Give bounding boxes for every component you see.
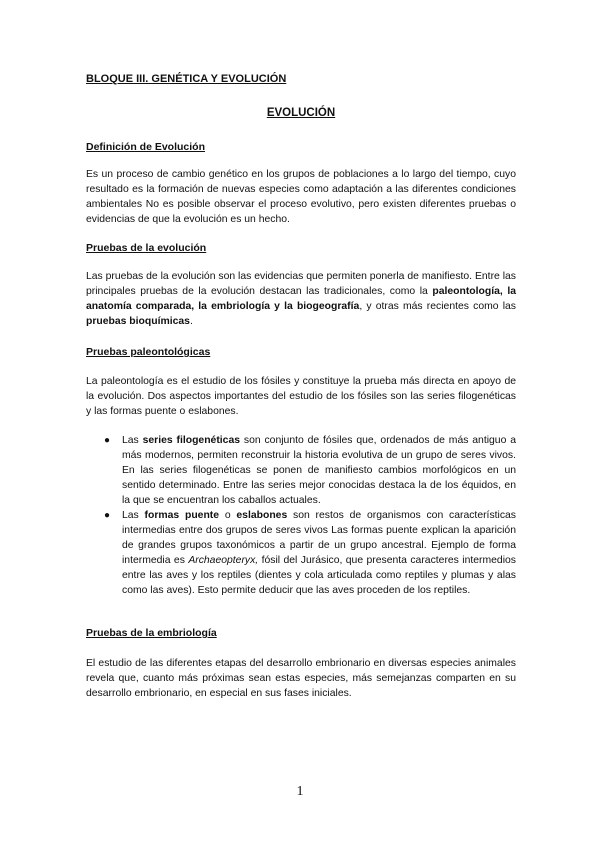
bold-segment: series filogenéticas <box>142 435 241 446</box>
bold-segment: paleontología, la anatomía comparada, la embriología y la biogeografía <box>86 286 516 312</box>
text-segment: son restos de organismos con características intermedias entre dos grupos de seres vivos Las formas puente explican la aparición de grandes grupos taxonómicos a partir de un grupo ancestral. Ejemplo de forma intermedia es <box>122 510 517 566</box>
page-number: 1 <box>296 784 304 799</box>
block-title: BLOQUE III. GENÉTICA Y EVOLUCIÓN <box>86 73 287 85</box>
italic-segment: Archaeopteryx, <box>188 555 259 566</box>
text-segment: . <box>189 316 193 327</box>
paragraph-embriologia: El estudio de las diferentes etapas del desarrollo embrionario en diversas especies animales revela que, cuanto más próximas sean estas especies, más semejanzas comparten en su desarrollo embrionario, en especial en sus fases iniciales. <box>86 658 516 699</box>
section-title-paleontologicas: Pruebas paleontológicas <box>86 346 211 358</box>
bullet-icon: ● <box>104 435 111 446</box>
text-segment: o <box>219 510 237 521</box>
bullet-icon: ● <box>104 510 111 521</box>
section-title-pruebas: Pruebas de la evolución <box>86 242 207 254</box>
paragraph-pruebas <box>86 269 516 329</box>
text-segment: son conjunto de fósiles que, ordenados de más antiguo a más modernos, permiten reconstruir la historia evolutiva de un grupo de seres vivos. En las series filogenéticas se ponen de manifiesto cambios morfológicos en un sentido determinado. Entre las series mejor conocidas destaca la de los équidos, en la que se encuentran los caballos actuales. <box>122 435 516 506</box>
bold-segment: eslabones <box>236 510 288 521</box>
paragraph-definicion: Es un proceso de cambio genético en los grupos de poblaciones a lo largo del tiempo, cuyo resultado es la formación de nuevas especies como adaptación a las diferentes condiciones ambientales No es posible observar el proceso evolutivo, pero existen diferentes pruebas o evidencias de que la evolución es un hecho. <box>86 169 516 225</box>
section-title-definicion: Definición de Evolución <box>86 141 206 153</box>
list-item <box>86 508 516 598</box>
text-segment: fósil del Jurásico, que presenta caracteres intermedios entre las aves y los reptiles (dientes y cola articulada como reptiles y plumas y alas como las aves). Esto permite deducir que las aves proceden de los reptiles. <box>122 555 516 596</box>
main-title: EVOLUCIÓN <box>266 107 336 119</box>
section-title-embriologia: Pruebas de la embriología <box>86 627 217 639</box>
text-segment: Las <box>122 435 143 446</box>
text-segment: Las <box>122 510 145 521</box>
text-segment: , y otras más recientes como las <box>359 301 516 312</box>
bold-segment: pruebas bioquímicas <box>86 316 190 327</box>
list-item <box>86 433 516 508</box>
text-segment: Las pruebas de la evolución son las evidencias que permiten ponerla de manifiesto. Entre las principales pruebas de la evolución destacan las tradicionales, como la <box>86 271 516 297</box>
bullet-list <box>86 433 516 598</box>
bold-segment: formas puente <box>144 510 220 521</box>
paragraph-paleontologia-intro: La paleontología es el estudio de los fósiles y constituye la prueba más directa en apoyo de la evolución. Dos aspectos importantes del estudio de los fósiles son las series filogenéticas y las formas puente o eslabones. <box>86 376 516 417</box>
